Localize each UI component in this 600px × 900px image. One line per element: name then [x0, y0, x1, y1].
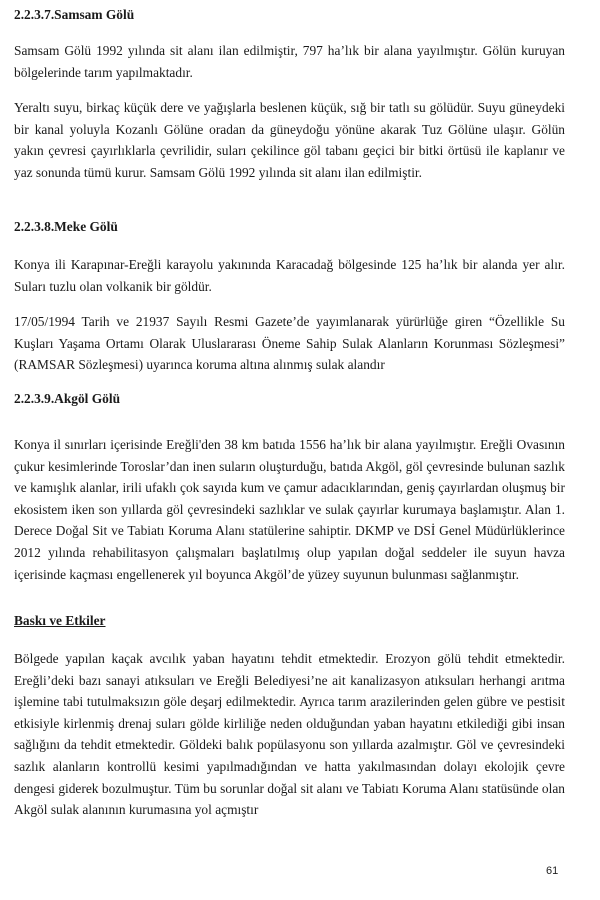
paragraph-meke-2: 17/05/1994 Tarih ve 21937 Sayılı Resmi Gazete’de yayımlanarak yürürlüğe giren “Özellikle Su Kuşları Yaşama Ortamı Olarak Uluslararası Öneme Sahip Sulak Alanların Korunması Sözleşmesi” (RAMSAR Sözleşmesi) uyarınca koruma altına alınmış sulak alandır [14, 314, 565, 373]
section-heading-akgol: 2.2.3.9.Akgöl Gölü [14, 391, 121, 406]
paragraph-akgol-1: Konya il sınırları içerisinde Ereğli'den 38 km batıda 1556 ha’lık bir alana yayılmıştır. Ereğli Ovasının çukur kesimlerinde Toroslar’dan inen suların oluşturduğu, batıda Akgöl, göl çevresinde bulunan sazlık ve kamışlık alanlar, irili ufaklı çok sayıda kum ve çamur adacıklarından, geniş çayırlardan oluşmuş bir ekosistem iken son yıllarda göl çevresindeki sazlıklar ve sulak çayırlar kurumaya başlamıştır. Alan 1. Derece Doğal Sit ve Tabiatı Koruma Alanı statülerine sahiptir. DKMP ve DSİ Genel Müdürlüklerince 2012 yılında rehabilitasyon çalışmaları başlatılmış olup yapılan doğal seddeler ile suyun havza içerisinde kaçması engellenerek yıl boyunca Akgöl’de yüzey suyunun bulunması sağlanmıştır. [14, 437, 565, 582]
paragraph-samsam-2: Yeraltı suyu, birkaç küçük dere ve yağışlarla beslenen küçük, sığ bir tatlı su gölüdür. Suyu güneydeki bir kanal yoluyla Kozanlı Gölüne oradan da güneydoğu yönüne akarak Tuz Gölüne ulaşır. Gölün yakın çevresi çayırlıklarla çevrilidir, suları çekilince göl tabanı geçici bir bitki örtüsü ile kaplanır ve yaz sonunda tümü kurur. Samsam Gölü 1992 yılında sit alanı ilan edilmiştir. [14, 100, 565, 180]
paragraph-samsam-1: Samsam Gölü 1992 yılında sit alanı ilan edilmiştir, 797 ha’lık bir alana yayılmıştır. Gölün kuruyan bölgelerinde tarım yapılmaktadır. [14, 43, 565, 80]
section-heading-meke: 2.2.3.8.Meke Gölü [14, 219, 118, 234]
section-heading-samsam: 2.2.3.7.Samsam Gölü [14, 7, 135, 22]
paragraph-meke-1: Konya ili Karapınar-Ereğli karayolu yakınında Karacadağ bölgesinde 125 ha’lık bir alanda yer alır. Suları tuzlu olan volkanik bir göldür. [14, 257, 565, 294]
section-heading-baski-etkiler: Baskı ve Etkiler [14, 613, 106, 628]
page-number: 61 [546, 865, 559, 877]
paragraph-baski-etkiler: Bölgede yapılan kaçak avcılık yaban hayatını tehdit etmektedir. Erozyon gölü tehdit etmektedir. Ereğli’deki bazı sanayi atıksuları ve Ereğli Belediyesi’ne ait kanalizasyon atıksuları herhangi arıtma işlemine tabi tutulmaksızın göle deşarj edilmektedir. Ayrıca tarım arazilerinden gelen gübre ve pestisit etkisiyle kirlenmiş drenaj suları gölde kirliliğe neden olduğundan yaban hayatını etkilediği gibi insan sağlığını da tehdit etmektedir. Göldeki balık popülasyonu son yıllarda azalmıştır. Göl ve çevresindeki sazlık alanların kontrollü kesimi yapılmadığından ve hatta yakılmasından dolayı ekolojik çevre dengesi giderek bozulmuştur. Tüm bu sorunlar doğal sit alanı ve Tabiatı Koruma Alanı statüsünde olan Akgöl sulak alanının kurumasına yol açmıştır [14, 651, 565, 818]
